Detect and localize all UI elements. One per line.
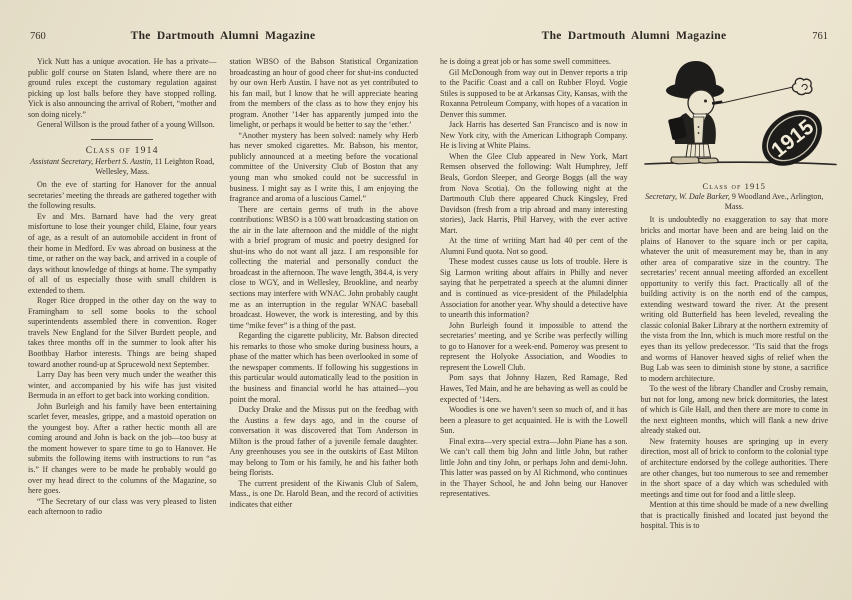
secretary-address: 11 Leighton Road, Wellesley, Mass. (95, 156, 215, 177)
face (688, 90, 714, 116)
page-761-column-2 (641, 57, 829, 532)
paragraph: Yick Nutt has a unique avocation. He has a private—public golf course on Staten Island, where there are no ground rules except the customary regulation against picking up lost balls before they have stopped rolling. Yick is also announcing the arrival of Robert, “mother and son doing nicely.” (28, 57, 217, 119)
paragraph: Mention at this time should be made of a new dwelling that is practically finished and located just beyond the hospital. This is to (640, 500, 828, 531)
paragraph: Roger Rice dropped in the other day on the way to Framingham to sell some books to the school superintendents assembled there in convention. Roger travels New England for the Silver Burdett people, and takes three months off in the summer to look after his Boothbay Harbor interests. Things are being shaped toward another round-up at Sprucewold next September. (28, 296, 217, 369)
paragraph: John Burleigh and his family have been entertaining scarlet fever, measles, grippe, and a mastoid operation on the youngest boy. After a rather hectic month all are coming around and John is back on the job—too busy at the moment however to spare time to go to Hanover. He submits the following items with instructions to run “as is.” If changes were to be made he probably would go over my head direct to the columns of the Magazine, so here goes. (28, 401, 217, 496)
eye (704, 100, 707, 103)
page-760-column-1 (28, 57, 217, 518)
paragraph: John Burleigh found it impossible to attend the secretaries’ meeting, and ye Scribe was perfectly willing to go to Hanover for a week-end. Pomeroy was present to represent the Holyoke Association, and Woodies to represent the Lowell Club. (440, 320, 628, 372)
paragraph: To the west of the library Chandler and Crosby remain, but not for long, among new brick dormitories, the latest of which is Gile Hall, and then there are more to come in the next eighteen months, which will flank a new drive already staked out. (640, 384, 828, 436)
paragraph: It is undoubtedly no exaggeration to say that more bricks and mortar have been and are being laid on the plains of Hanover to the square inch or per capita, whatever the unit of measurement may be, than in any other area of comparative size in the country. The secretaries’ recent annual meeting afforded an excellent opportunity to verify this fact. Practically all of the building activity is on the north end of the campus, extending westward toward the river. At the present writing old Butterfield has been leveled, revealing the classic colonial Baker Library at the northern extremity of the vista from the Inn, which is much more restful on the eyes than its yellow predecessor. ’Tis said that the frogs and worms of Hanover heaved sighs of relief when the Bug Lab was seen to diminish stone by stone, a sacrifice to modern architecture. (640, 215, 828, 383)
page-761 (426, 0, 852, 600)
cartoon-man-figure (666, 61, 724, 164)
paragraph: Larry Day has been very much under the weather this winter, and accompanied by his wife has just visited Bermuda in an effort to get back into working condition. (28, 370, 217, 401)
paragraph: Final extra—very special extra—John Piane has a son. We can’t call them big John and little John, but rather little John and tiny John, or perhaps John and demi-John. This latter was passed on by Al Richmond, who continues in the Thayer School, he and John being our Hanover representatives. (440, 436, 628, 499)
magazine-title: The Dartmouth Alumni Magazine (130, 30, 316, 42)
page-header-left (28, 30, 418, 48)
illustration-caption-class-1915: Class of 1915 (702, 181, 767, 191)
magazine-title: The Dartmouth Alumni Magazine (541, 30, 727, 42)
page-761-column-1 (440, 57, 628, 532)
paragraph: Woodies is one we haven’t seen so much of, and it has been a pleasure to get acquainted. He is with the Lowell Sun. (440, 405, 628, 436)
paragraph: Ducky Drake and the Missus put on the feedbag with the Austins a few days ago, and in the course of conversation it was discovered that Tom Anderson in Milton is the proud father of a juvenile female daughter. Any greenhouses you see in the outskirts of East Milton may belong to Tom or his family, he and his father both being florists. (229, 405, 418, 478)
paragraph: The current president of the Kiwanis Club of Salem, Mass., is one Dr. Harold Bean, and the record of activities indicates that either (229, 478, 418, 509)
paragraph: Ev and Mrs. Barnard have had the very great misfortune to lose their younger child, Elaine, four years of age, as a result of an automobile accident in front of their home in Medford. Ev was abroad on business at the time, or rather on the way back, and arrived in a couple of days without knowledge of things at home. The sympathy of all of us especially those with small children is extended to them. (28, 211, 217, 295)
secretary-address: 9 Woodland Ave., Arlington, Mass. (724, 192, 824, 212)
page-760-column-2 (230, 57, 419, 518)
section-divider (91, 139, 153, 140)
page-header-right (440, 30, 828, 48)
page-number: 761 (812, 31, 828, 42)
paragraph: General Willson is the proud father of a young Willson. (37, 120, 215, 130)
paragraph: New fraternity houses are springing up in every direction, most all of brick to conform to the colonial type of architecture endorsed by the college authorities. There are other changes, but too numerous to see and remember in the short space of a day which was scheduled with meetings and time out for food and a little sleep. (640, 436, 828, 499)
secretary-name: Secretary, W. Dale Barker, (645, 192, 730, 201)
paragraph: Gil McDonough from way out in Denver reports a trip to the Pacific Coast and a call on Rubber Floyd. Vogie Stiles is supposed to be at Arkansas City, Kansas, with the Roxanna Petroleum Company, with hopes of a vacation in Denver this summer. (440, 67, 628, 119)
paragraph: Pom says that Johnny Hazen, Red Ramage, Red Hawes, Ted Main, and he are behaving as well as could be expected of ’14ers. (440, 373, 628, 404)
secretary-name: Assistant Secretary, Herbert S. Austin, (30, 156, 153, 166)
smoke-line (722, 87, 793, 103)
secretary-line (641, 192, 829, 212)
secretary-line (28, 157, 217, 177)
section-heading-class-1914: Class of 1914 (85, 145, 159, 156)
class-1915-cartoon-illustration (641, 57, 839, 180)
trousers (686, 144, 711, 157)
paragraph: “Another mystery has been solved: namely why Herb has never smoked cigarettes. Mr. Babson, his mentor, publicly announced at a meeting before the vocational committee of the University Club of Boston that any young man who smoked could not be successful in business. I might say as I write this, I am enjoying the fragrance and aroma of a luscious Camel.” (229, 130, 418, 204)
page-760-columns (28, 57, 418, 518)
paragraph: There are certain germs of truth in the above contributions: WBSO is a 100 watt broadcasting station on the air in the late afternoon and the middle of the night with a brief program of music and poetry designed for shut-ins who do not want all jazz. I am responsible for collecting the material and personally conduct the broadcast in the afternoon. The wave length, 384.4, is very close to WGY, and in Wellesley, Brookline, and nearby sections may interfere with WNAC. John probably caught me as an interruption in the regular WNAC baseball broadcast. However, the work is interesting, and by this time “mike fever” is a thing of the past. (229, 204, 418, 330)
paragraph: When the Glee Club appeared in New York, Mart Remsen observed the following: Walt Humphrey, Jeff Beals, Gordon Sleeper, and George Boggs (all the way from Nova Scotia). On the following night at the Dartmouth Club there appeared Chuck Kingsley, Fred Davidson (fresh from a trip abroad and many interesting stories), Jack Harris, Phil Harvey, with the ever active Mart. (440, 151, 628, 235)
paragraph: At the time of writing Mart had 40 per cent of the Alumni Fund quota. Not so good. (440, 236, 628, 256)
paragraph: “The Secretary of our class was very pleased to listen each afternoon to radio (28, 496, 217, 517)
paragraph: he is doing a great job or has some swell committees. (440, 57, 611, 66)
vest (693, 117, 704, 143)
page-number: 760 (30, 31, 46, 42)
paragraph: On the eve of starting for Hanover for the annual secretaries’ meeting the threads are gathered together with the following results. (28, 180, 217, 211)
ball-year-label: 1915 (766, 115, 818, 163)
paragraph: station WBSO of the Babson Statistical Organization broadcasting an hour of good cheer for shut-ins conducted by our own Herb Austin. I have not as yet contributed to his fan mail, but I know that he will appreciate hearing from the members of the class as to how they enjoy his program. Another ’14er has apparently jumped into the limelight, or perhaps it would be better to say the ‘ether.’ (229, 57, 418, 130)
paragraph: These modest cusses cause us lots of trouble. Here is Sig Larmon writing about affairs in Philly and never saying that he perpetrated a speech at the alumni dinner and is continued as vice-president of the Philadelphia Association for another year. Why should a detective have to unearth this information? (440, 257, 628, 320)
paragraph: Regarding the cigarette publicity, Mr. Babson directed his remarks to those who smoke during business hours, a phase of the matter which has been overlooked in some of the newspaper comments. If following his suggestions in this particular would automatically lead to the position in the business and financial world he has attained—you point the moral. (229, 331, 418, 404)
shoe-left (670, 157, 699, 164)
shoe-right (698, 158, 718, 163)
page-761-columns (440, 57, 828, 532)
paragraph: Jack Harris has deserted San Francisco and is now in New York city, with the American Lithograph Company. He is living at White Plains. (440, 120, 628, 151)
